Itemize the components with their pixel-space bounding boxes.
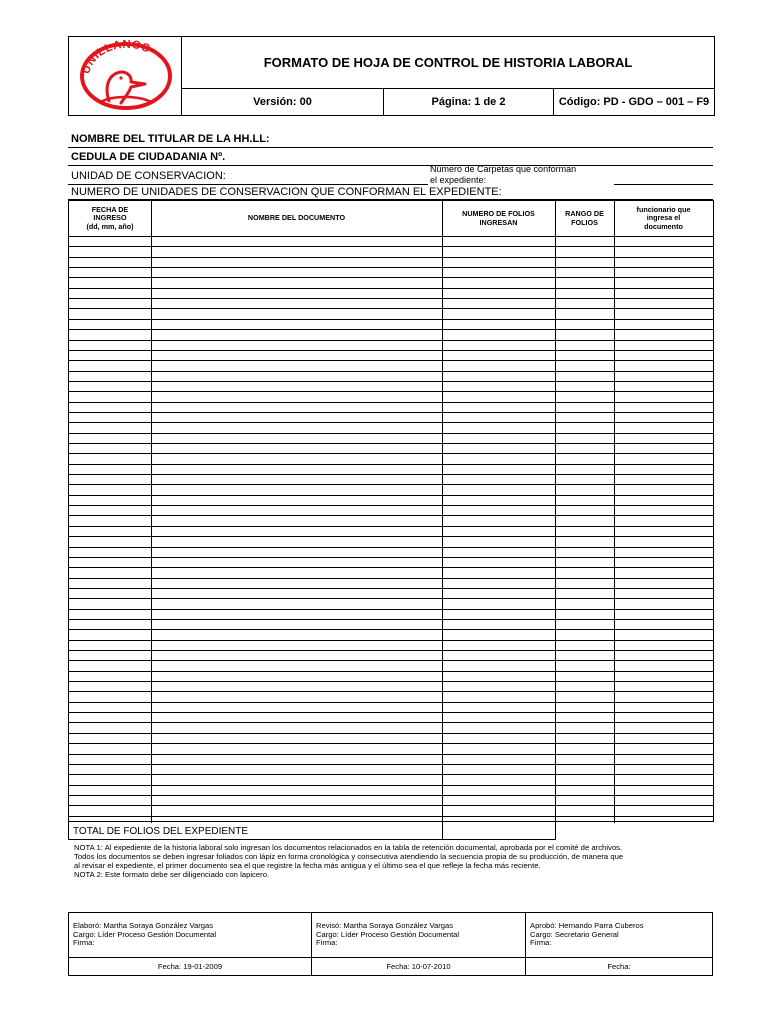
page-cell: Página: 1 de 2 [384, 89, 554, 115]
table-row[interactable] [69, 640, 713, 641]
note-1-cont-a: Todos los documentos se deben ingresar foliados con lápiz en forma cronológica y consecutiva atendiendo la secuencia propia de su producción, de manera que [74, 852, 624, 862]
carpetas-label-line1: Número de Carpetas que conforman [430, 164, 577, 174]
table-row[interactable] [69, 671, 713, 672]
col-nombre-label: NOMBRE DEL DOCUMENTO [247, 213, 346, 223]
table-row[interactable] [69, 236, 713, 237]
table-row[interactable] [69, 733, 713, 734]
table-row[interactable] [69, 578, 713, 579]
titular-field[interactable] [68, 128, 713, 148]
table-row[interactable] [69, 505, 713, 506]
col-divider [555, 201, 556, 823]
table-row[interactable] [69, 267, 713, 268]
table-row[interactable] [69, 515, 713, 516]
signature-block [68, 912, 713, 976]
reviso-fecha: Fecha: 10-07-2010 [312, 957, 526, 975]
col-rango-line2: FOLIOS [571, 217, 598, 227]
table-row[interactable] [69, 816, 713, 817]
numero-unidades-field[interactable] [68, 185, 713, 200]
col-fecha-line2: INGRESO [93, 213, 127, 223]
carpetas-label-line2: el expediente: [430, 174, 487, 185]
table-row[interactable] [69, 474, 713, 475]
table-row[interactable] [69, 443, 713, 444]
aprobo-name: Aprobó: Hernando Parra Cuberos [530, 921, 644, 930]
table-row[interactable] [69, 774, 713, 775]
table-row[interactable] [69, 785, 713, 786]
col-divider [442, 201, 443, 823]
col-divider [614, 201, 615, 823]
unidad-label: UNIDAD DE CONSERVACION: [71, 170, 226, 182]
note-1-cont-b: al revisar el expediente, el primer documento sea el que registre la fecha más antigua y el último sea el que refleje la fecha más reciente. [74, 861, 541, 871]
table-row[interactable] [69, 764, 713, 765]
code-cell: Código: PD - GDO – 001 – F9 [558, 96, 710, 108]
note-1: NOTA 1: Al expediente de la historia laboral solo ingresan los documentos relacionados en la tabla de retención documental, aprobada por el comité de archivos. [74, 843, 623, 852]
table-row[interactable] [69, 712, 713, 713]
table-row[interactable] [69, 660, 713, 661]
table-row[interactable] [69, 650, 713, 651]
elaboro-fecha: Fecha: 19-01-2009 [69, 957, 312, 975]
col-func-line3: documento [644, 221, 683, 231]
col-func-line1: funcionario que [636, 205, 691, 215]
table-row[interactable] [69, 598, 713, 599]
table-row[interactable] [69, 547, 713, 548]
table-row[interactable] [69, 805, 713, 806]
table-row[interactable] [69, 743, 713, 744]
aprobo-firma: Firma: [530, 938, 552, 948]
notes-block [74, 843, 714, 879]
col-fecha-line1: FECHA DE [91, 205, 129, 215]
table-row[interactable] [69, 609, 713, 610]
table-row[interactable] [69, 629, 713, 630]
col-folios-line1: NUMERO DE FOLIOS [462, 209, 535, 219]
table-row[interactable] [69, 567, 713, 568]
note-2: NOTA 2: Este formato debe ser diligenciado con lapicero. [74, 870, 270, 880]
unidad-field[interactable] [68, 166, 428, 185]
carpetas-input[interactable] [614, 166, 713, 185]
cedula-label: CEDULA DE CIUDADANIA Nº. [71, 151, 226, 163]
table-row[interactable] [69, 360, 713, 361]
numero-unidades-label: NUMERO DE UNIDADES DE CONSERVACION QUE CONFORMAN EL EXPEDIENTE: [71, 186, 502, 198]
elaboro-cell [69, 913, 312, 957]
table-row[interactable] [69, 484, 713, 485]
table-row[interactable] [69, 536, 713, 537]
reviso-name: Revisó: Martha Soraya González Vargas [316, 921, 454, 930]
table-row[interactable] [69, 619, 713, 620]
table-row[interactable] [69, 433, 713, 434]
reviso-cell [312, 913, 526, 957]
table-row[interactable] [69, 391, 713, 392]
col-divider [151, 201, 152, 823]
table-row[interactable] [69, 754, 713, 755]
reviso-firma: Firma: [316, 938, 338, 948]
table-row[interactable] [69, 298, 713, 299]
version-cell: Versión: 00 [182, 89, 384, 115]
col-header-nombre [151, 201, 442, 236]
unillanos-logo [69, 37, 182, 115]
table-row[interactable] [69, 381, 713, 382]
total-folios-label: TOTAL DE FOLIOS DEL EXPEDIENTE [73, 826, 249, 837]
table-row[interactable] [69, 329, 713, 330]
table-row[interactable] [69, 319, 713, 320]
table-row[interactable] [69, 495, 713, 496]
table-row[interactable] [69, 308, 713, 309]
table-row[interactable] [69, 371, 713, 372]
table-row[interactable] [69, 422, 713, 423]
table-row[interactable] [69, 557, 713, 558]
col-rango-line1: RANGO DE [565, 209, 604, 219]
table-row[interactable] [69, 402, 713, 403]
form-header [68, 36, 715, 116]
titular-label: NOMBRE DEL TITULAR DE LA HH.LL: [71, 133, 270, 145]
table-row[interactable] [69, 681, 713, 682]
document-control-table [68, 200, 714, 822]
col-header-fecha [69, 201, 151, 236]
table-row[interactable] [69, 257, 713, 258]
elaboro-cargo: Cargo: Líder Proceso Gestión Documental [73, 929, 217, 939]
col-func-line2: ingresa el [646, 213, 681, 223]
table-row[interactable] [69, 453, 713, 454]
table-row[interactable] [69, 795, 713, 796]
total-folios-input[interactable] [442, 822, 443, 839]
aprobo-cell [526, 913, 712, 957]
logo-cell [69, 37, 182, 115]
table-row[interactable] [69, 412, 713, 413]
svg-text:UNILLANOS: UNILLANOS [80, 38, 152, 76]
table-row[interactable] [69, 277, 713, 278]
col-fecha-line3: (dd, mm, año) [86, 221, 134, 231]
aprobo-cargo: Cargo: Secretario General [530, 929, 619, 939]
cedula-field[interactable] [68, 148, 713, 166]
table-row[interactable] [69, 691, 713, 692]
table-row[interactable] [69, 588, 713, 589]
table-row[interactable] [69, 340, 713, 341]
carpetas-label [430, 164, 576, 186]
table-row[interactable] [69, 246, 713, 247]
table-row[interactable] [69, 288, 713, 289]
form-title: FORMATO DE HOJA DE CONTROL DE HISTORIA LABORAL [182, 37, 714, 89]
col-header-folios [442, 201, 555, 236]
total-folios-row [68, 822, 556, 840]
col-header-rango [555, 201, 614, 236]
table-row[interactable] [69, 464, 713, 465]
table-row[interactable] [69, 350, 713, 351]
table-row[interactable] [69, 722, 713, 723]
elaboro-firma: Firma: [73, 938, 95, 948]
aprobo-fecha: Fecha: [526, 957, 712, 975]
table-row[interactable] [69, 526, 713, 527]
col-folios-line2: INGRESAN [479, 217, 518, 227]
reviso-cargo: Cargo: Líder Proceso Gestión Documental [316, 929, 460, 939]
table-row[interactable] [69, 702, 713, 703]
elaboro-name: Elaboró: Martha Soraya González Vargas [73, 921, 213, 930]
col-header-funcionario [614, 201, 713, 236]
